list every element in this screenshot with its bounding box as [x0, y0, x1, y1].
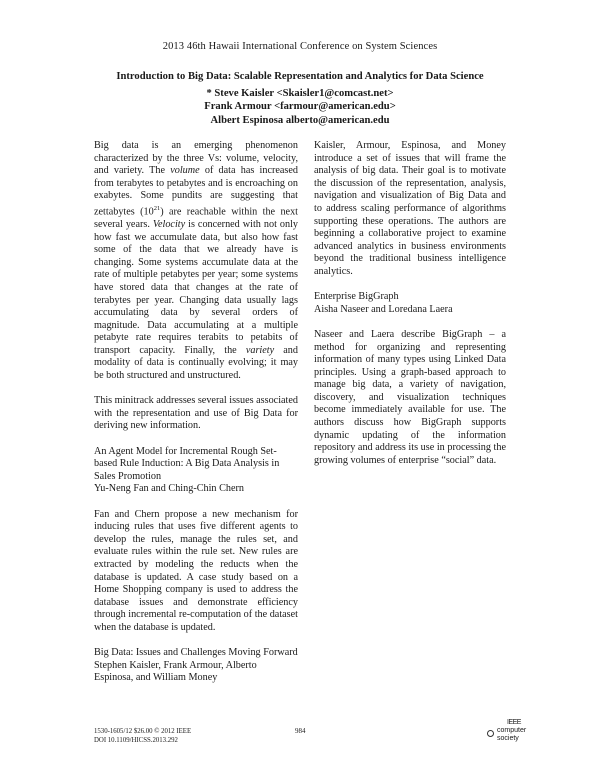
author-line: * Steve Kaisler <Skaisler1@comcast.net>	[206, 88, 394, 99]
paper-entry-authors: Aisha Naseer and Loredana Laera	[314, 303, 453, 315]
author-line: Albert Espinosa alberto@american.edu	[210, 114, 390, 126]
computer-society-logo: IEEE computer society	[487, 719, 549, 749]
paper-entry-title: Enterprise BigGraph Aisha Naseer and Loredana Laera	[314, 291, 453, 315]
page-number: 984	[295, 727, 306, 735]
paper-entry-authors: Stephen Kaisler, Frank Armour, Alberto Espinosa, and William Money	[94, 659, 257, 684]
paper-entry-title: Big Data: Issues and Challenges Moving Forward Stephen Kaisler, Frank Armour, Alberto Espinosa, and William Money	[94, 647, 298, 684]
conference-header: 2013 46th Hawaii International Conference on System Sciences	[162, 41, 438, 52]
logo-circle-icon	[487, 730, 494, 737]
footer-copyright: 1530-1605/12 $26.00 © 2012 IEEE DOI 10.1109/HICSS.2013.292	[94, 728, 192, 744]
author-list	[0, 87, 600, 127]
ieee-mark: IEEE	[507, 719, 521, 726]
right-column	[314, 140, 506, 467]
paper-entry-title: An Agent Model for Incremental Rough Set-based Rule Induction: A Big Data Analysis in Sales Promotion Yu-Neng Fan and Ching-Chin Chern	[94, 445, 280, 495]
paper-title: Introduction to Big Data: Scalable Representation and Analytics for Data Science	[116, 71, 484, 82]
paper-entry-authors: Yu-Neng Fan and Ching-Chin Chern	[94, 483, 244, 495]
minitrack-paragraph: This minitrack addresses several issues associated with the representation and use of Big Data for deriving new information.	[94, 395, 298, 432]
paper-summary: Naseer and Laera describe BigGraph – a method for organizing and representing information of many types using Linked Data principles. Using a graph-based approach to manage big data, a variety of navigation, discovery, and visualization techniques become immediately available for use. The authors discuss how BigGraph supports dynamic updating of the information repository and address its use in processing the growing volumes of enterprise “social” data.	[314, 328, 506, 466]
paper-summary: Fan and Chern propose a new mechanism for inducing rules that uses five different agents to develop the rules, manage the rules set, and evaluate rules within the rule set. New rules are extracted by modeling the reducts when the database is updated. A case study based on a Home Shopping company is used to address the database issues and demonstrate efficiency through incremental re-computation of the dataset when the database is updated.	[94, 508, 298, 633]
paper-summary: Kaisler, Armour, Espinosa, and Money introduce a set of issues that will frame the analysis of big data. Their goal is to motivate the discussion of the representation, analysis, navigation and visualization of Big Data and to address scaling performance of algorithms supporting these operations. The authors are beginning a collaborative project to examine advanced analytics in business environments beyond the traditional business intelligence analytics.	[314, 140, 506, 277]
left-column	[94, 140, 298, 685]
author-line: Frank Armour <farmour@american.edu>	[204, 101, 396, 113]
intro-paragraph: Big data is an emerging phenomenon characterized by the three Vs: volume, velocity, and variety. The volume of data has increased from terabytes to petabytes and is encroaching on exabytes. Some pundits are suggesting that zettabytes $(10^{21})$ are reachable within the next several years. Velocity is concerned with not only how fast we accumulate data, but also how fast some of the data that we already have is changing. Some systems accumulate data at the rate of multiple petabytes per year; some systems have stored data that changes at the rate of terabytes per year. Changing data usually lags accumulating data by several orders of magnitude. Data accumulating at a multiple petabyte rate requires terabits to petabits of transport capacity. Finally, the variety and modality of data is continually evolving; it may be both structured and unstructured.	[94, 140, 299, 382]
